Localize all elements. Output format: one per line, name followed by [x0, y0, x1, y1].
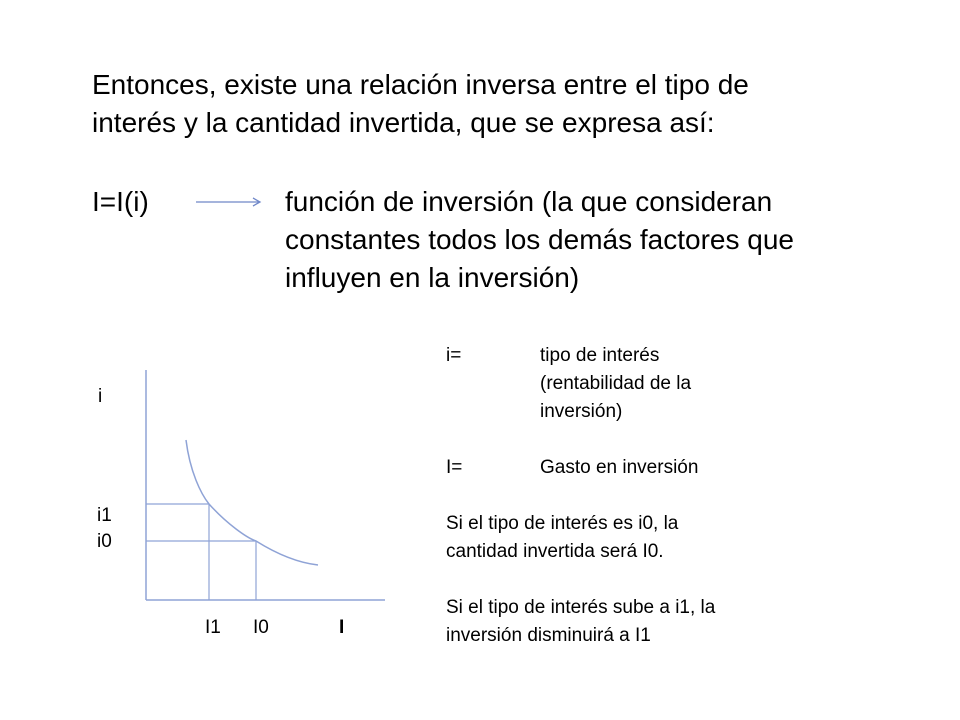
legend-note-1-line-2: cantidad invertida será I0. [446, 541, 664, 562]
y-axis-label: i [98, 386, 103, 407]
legend-note-2 [446, 594, 806, 650]
legend-note-1-line-1: Si el tipo de interés es i0, la [446, 513, 679, 534]
function-symbol: I=I(i) [92, 186, 149, 217]
legend-i-def-line-3: inversión) [540, 401, 623, 422]
x-tick-I1: I1 [205, 617, 221, 638]
legend-i-def-line-1: tipo de interés [540, 345, 660, 366]
legend-I-def: Gasto en inversión [540, 457, 699, 478]
y-tick-i1: i1 [97, 505, 112, 526]
x-tick-I0: I0 [253, 617, 269, 638]
legend-note-1 [446, 510, 806, 566]
y-tick-i0: i0 [97, 531, 112, 552]
legend-i-def-line-2: (rentabilidad de la [540, 373, 692, 394]
investment-curve [186, 440, 318, 565]
legend-i-key: i= [446, 345, 462, 366]
legend-note-2-line-2: inversión disminuirá a I1 [446, 625, 651, 646]
function-desc-line-1: función de inversión (la que consideran [285, 186, 773, 217]
legend-note-2-line-1: Si el tipo de interés sube a i1, la [446, 597, 716, 618]
legend-i-definition [446, 342, 806, 426]
intro-line-2: interés y la cantidad invertida, que se expresa así: [92, 107, 715, 138]
function-desc-line-2: constantes todos los demás factores que [285, 224, 794, 255]
legend-I-key: I= [446, 457, 463, 478]
legend-I-definition [446, 454, 806, 482]
legend [446, 342, 806, 650]
x-axis-label: I [339, 617, 345, 638]
intro-line-1: Entonces, existe una relación inversa entre el tipo de [92, 69, 749, 100]
function-desc-line-3: influyen en la inversión) [285, 262, 580, 293]
